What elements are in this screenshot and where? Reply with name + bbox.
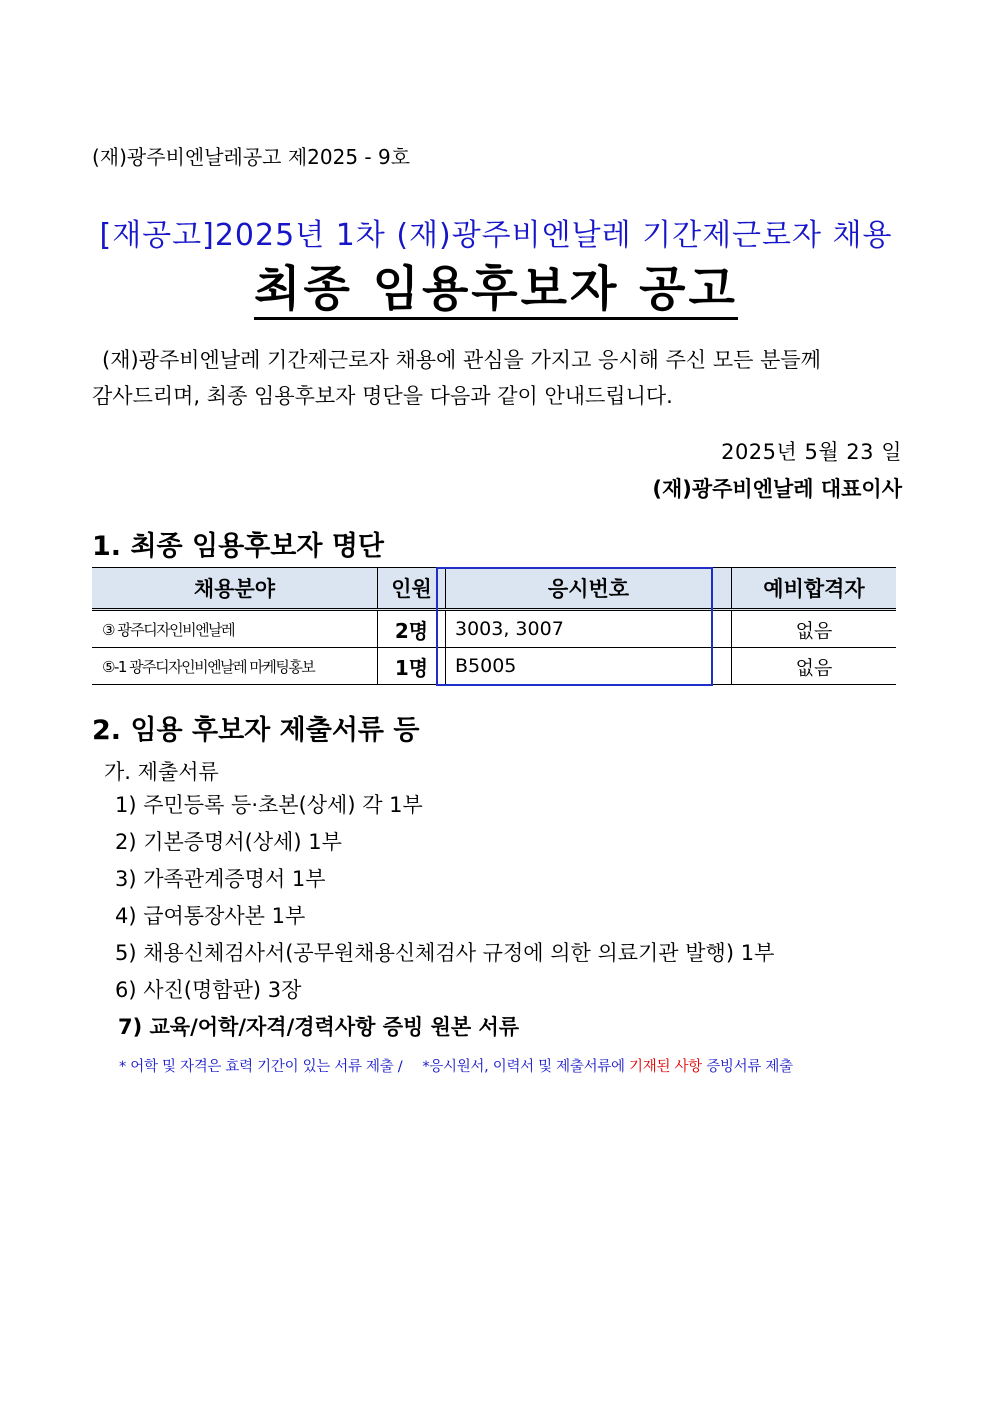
document-list	[115, 790, 774, 1049]
section2-subheading: 가. 제출서류	[104, 760, 219, 784]
cell-count: 2명	[378, 610, 446, 648]
intro-line2: 감사드리며, 최종 임용후보자 명단을 다음과 같이 안내드립니다.	[92, 384, 673, 408]
note-part4: 증빙서류 제출	[706, 1059, 793, 1075]
header-count: 인원	[378, 568, 446, 610]
note-highlight: 기재된 사항	[629, 1059, 702, 1075]
title-line2-text: 최종 임용후보자 공고	[254, 261, 738, 320]
table-row	[92, 610, 896, 648]
cell-count: 1명	[378, 648, 446, 685]
submission-note	[119, 1055, 793, 1076]
notice-date: 2025년 5월 23 일	[721, 440, 902, 464]
list-item: 7) 교육/어학/자격/경력사항 증빙 원본 서류	[118, 1015, 520, 1039]
intro-paragraph	[92, 342, 902, 414]
header-field: 채용분야	[92, 568, 378, 610]
title-line2	[0, 250, 992, 319]
header-reserve: 예비합격자	[732, 568, 897, 610]
notice-number: (재)광주비엔날레공고 제2025 - 9호	[92, 145, 411, 169]
table-row	[92, 648, 896, 685]
cell-reserve: 없음	[732, 610, 897, 648]
cell-exam-number: 3003, 3007	[446, 610, 732, 648]
list-item: 1) 주민등록 등·초본(상세) 각 1부	[115, 793, 423, 817]
list-item: 5) 채용신체검사서(공무원채용신체검사 규정에 의한 의료기관 발행) 1부	[115, 941, 775, 965]
list-item: 2) 기본증명서(상세) 1부	[115, 830, 342, 854]
cell-reserve: 없음	[732, 648, 897, 685]
list-item: 3) 가족관계증명서 1부	[115, 867, 326, 891]
section1-heading: 1. 최종 임용후보자 명단	[92, 531, 384, 562]
list-item: 6) 사진(명함판) 3장	[115, 978, 302, 1002]
title-line1: [재공고]2025년 1차 (재)광주비엔날레 기간제근로자 채용	[99, 218, 893, 253]
section2-heading: 2. 임용 후보자 제출서류 등	[92, 715, 420, 746]
header-exam-number: 응시번호	[446, 568, 732, 610]
note-part2: *응시원서, 이력서 및 제출서류에	[422, 1059, 625, 1075]
intro-line1: (재)광주비엔날레 기간제근로자 채용에 관심을 가지고 응시해 주신 모든 분들께	[102, 348, 821, 372]
note-part1: * 어학 및 자격은 효력 기간이 있는 서류 제출 /	[119, 1059, 403, 1075]
cell-field: ⑤-1 광주디자인비엔날레 마케팅홍보	[92, 648, 378, 685]
cell-field: ③ 광주디자인비엔날레	[92, 610, 378, 648]
signature: (재)광주비엔날레 대표이사	[652, 477, 902, 501]
candidate-table	[92, 567, 896, 685]
cell-exam-number: B5005	[446, 648, 732, 685]
table-header-row	[92, 568, 896, 610]
list-item: 4) 급여통장사본 1부	[115, 904, 306, 928]
